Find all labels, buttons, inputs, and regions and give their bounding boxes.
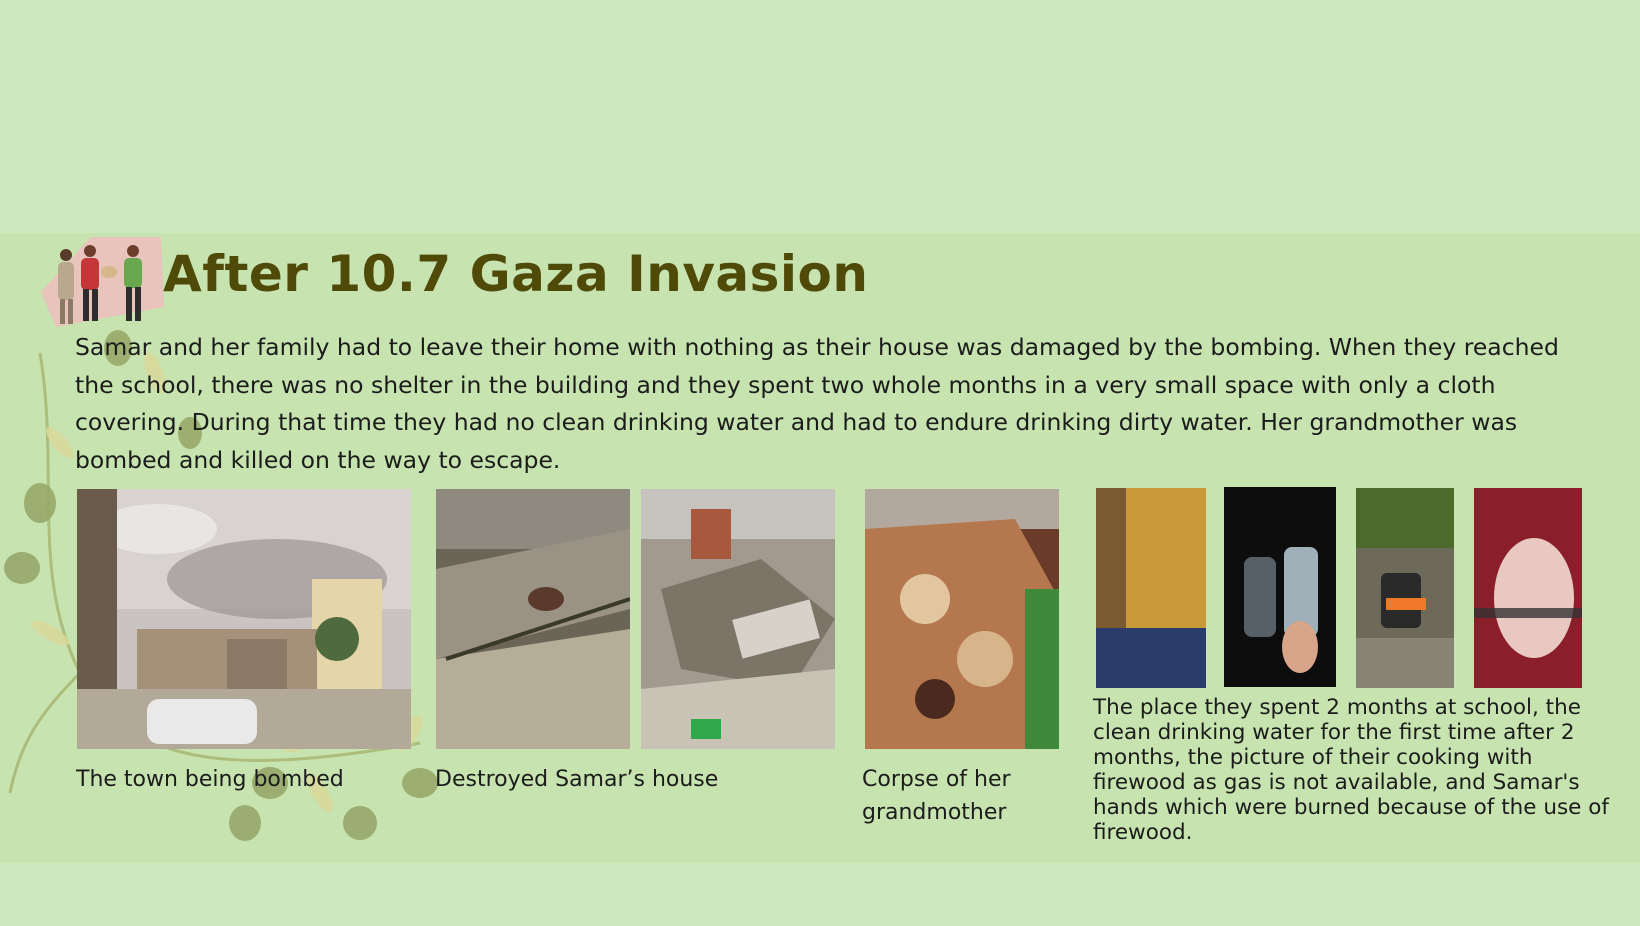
caption-town: The town being bombed <box>76 767 344 792</box>
caption-house: Destroyed Samar’s house <box>435 767 719 792</box>
destroyed-house-photo-2 <box>641 489 835 749</box>
slide-panel <box>0 233 1640 863</box>
slide-title: After 10.7 Gaza Invasion <box>163 245 869 303</box>
story-paragraph: Samar and her family had to leave their home with nothing as their house was damaged by the bombing. When they reached the school, there was no shelter in the building and they spent two whole months in a very small space with only a cloth covering. During that time they had no clean drinking water and had to endure drinking dirty water. Her grandmother was bombed and killed on the way to escape. <box>75 333 1559 474</box>
school-shelter-photo <box>1096 488 1206 688</box>
caption-school: The place they spent 2 months at school, the clean drinking water for the first time after 2 months, the picture of their cooking with firewood as gas is not available, and Samar's hands which were burned because of the use of firewood. <box>1093 695 1609 845</box>
caption-grandmother: Corpse of her grandmother <box>862 767 1011 825</box>
family-illustration-icon <box>36 237 164 337</box>
clean-water-photo <box>1224 487 1336 687</box>
burned-hand-photo <box>1474 488 1582 688</box>
grandmother-photo <box>865 489 1059 749</box>
destroyed-house-photo-1 <box>436 489 630 749</box>
firewood-cooking-photo <box>1356 488 1454 688</box>
town-bombed-photo <box>77 489 411 749</box>
